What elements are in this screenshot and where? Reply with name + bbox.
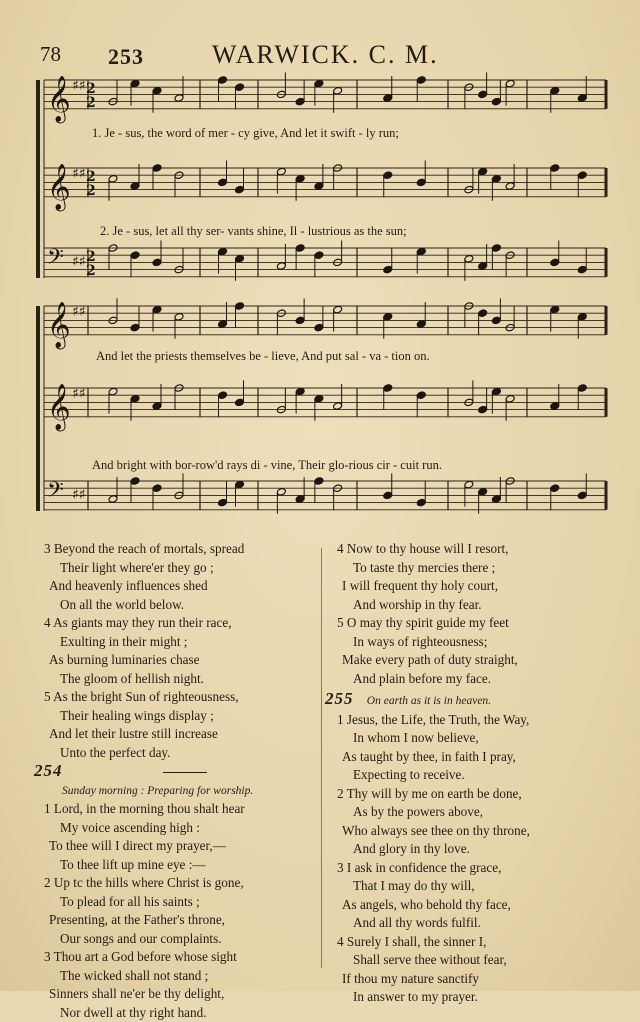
verse-4 — [44, 614, 316, 688]
note-head — [333, 87, 343, 96]
hymn-255-number: 255 — [325, 689, 354, 708]
verse-line: As burning luminaries chase — [44, 651, 316, 670]
note-head — [333, 305, 343, 314]
note-head — [295, 387, 305, 396]
hymn-255-heading — [325, 690, 627, 711]
note-head — [478, 262, 488, 271]
hymn-254-verse-3 — [44, 948, 316, 1022]
note-head — [235, 480, 245, 489]
verse-line: 4 As giants may they run their race, — [44, 614, 316, 633]
note-head — [505, 79, 515, 88]
note-head — [295, 244, 305, 253]
note-head — [550, 402, 560, 411]
hymn-254-verse-1 — [44, 800, 316, 874]
time-signature: 2 — [86, 95, 96, 111]
verse-line: In whom I now believe, — [337, 729, 627, 748]
note-head — [295, 97, 305, 106]
hymn-255-verse-4 — [337, 933, 627, 1007]
note-head — [130, 79, 140, 88]
note-head — [550, 164, 560, 173]
note-head — [383, 265, 393, 274]
note-head — [491, 244, 501, 253]
hymn-255-verse-1 — [337, 711, 627, 785]
note-head — [478, 167, 488, 176]
verse-line: To thee will I direct my prayer,— — [44, 837, 316, 856]
verse-line: 1 Jesus, the Life, the Truth, the Way, — [337, 711, 627, 730]
verse-line: And heavenly influences shed — [44, 577, 316, 596]
time-signature: 2 — [86, 183, 96, 199]
key-signature: ♯♯ — [72, 254, 86, 270]
note-head — [295, 316, 305, 325]
note-head — [383, 94, 393, 103]
verse-line: And plain before my face. — [337, 670, 627, 689]
note-head — [383, 313, 393, 322]
verse-line: 3 Thou art a God before whose sight — [44, 948, 316, 967]
hymn-number: 253 — [108, 44, 144, 70]
key-signature: ♯♯ — [72, 166, 86, 182]
note-head — [295, 175, 305, 184]
verse-line: 5 O may thy spirit guide my feet — [337, 614, 627, 633]
note-head — [218, 178, 228, 187]
hymn-255-verse-2 — [337, 785, 627, 859]
note-head — [491, 387, 501, 396]
key-signature: ♯♯ — [72, 78, 86, 94]
verse-line: As taught by thee, in faith I pray, — [337, 748, 627, 767]
verse-line: Shall serve thee without fear, — [337, 951, 627, 970]
lyric-line-2: 2. Je - sus, let all thy ser- vants shine, Il - lustrious as the sun; — [100, 224, 407, 239]
note-head — [314, 182, 324, 191]
verse-line: I will frequent thy holy court, — [337, 577, 627, 596]
note-head — [478, 90, 488, 99]
key-signature: ♯♯ — [72, 304, 86, 320]
verse-line: To thee lift up mine eye :— — [44, 856, 316, 875]
note-head — [218, 247, 228, 256]
treble-clef: 𝄞 — [47, 302, 71, 350]
note-head — [416, 247, 426, 256]
note-head — [152, 164, 162, 173]
hymn-255-subtitle: On earth as it is in heaven. — [367, 695, 491, 707]
verse-3 — [44, 540, 316, 614]
note-head — [314, 395, 324, 404]
hymn-255-verse-3 — [337, 859, 627, 933]
note-head — [416, 76, 426, 85]
note-head — [152, 258, 162, 267]
note-head — [235, 185, 245, 194]
note-head — [550, 87, 560, 96]
note-head — [505, 395, 515, 404]
key-signature: ♯♯ — [72, 386, 86, 402]
verse-line: To taste thy mercies there ; — [337, 559, 627, 578]
tune-title: WARWICK. C. M. — [212, 40, 439, 70]
hymn-254-heading — [34, 762, 316, 782]
note-head — [218, 498, 228, 507]
note-head — [491, 316, 501, 325]
note-head — [505, 182, 515, 191]
verse-line: And all thy words fulfil. — [337, 914, 627, 933]
note-head — [276, 488, 286, 497]
verse-line: If thou my nature sanctify — [337, 970, 627, 989]
note-head — [550, 484, 560, 493]
time-signature: 2 — [86, 249, 96, 265]
verse-line: In ways of righteousness; — [337, 633, 627, 652]
verse-line: Nor dwell at thy right hand. — [44, 1004, 316, 1022]
verse-line: Who always see thee on thy throne, — [337, 822, 627, 841]
verse-line: And glory in thy love. — [337, 840, 627, 859]
note-head — [416, 391, 426, 400]
page-number: 78 — [40, 42, 61, 67]
verse-line: Our songs and our complaints. — [44, 930, 316, 949]
treble-clef: 𝄞 — [47, 384, 71, 432]
note-head — [130, 182, 140, 191]
verse-4 — [337, 540, 627, 614]
verse-line: And let their lustre still increase — [44, 725, 316, 744]
verse-line: 5 As the bright Sun of righteousness, — [44, 688, 316, 707]
note-head — [478, 488, 488, 497]
note-head — [577, 265, 587, 274]
note-head — [491, 495, 501, 504]
verse-line: And worship in thy fear. — [337, 596, 627, 615]
note-head — [295, 495, 305, 504]
verse-line: As angels, who behold thy face, — [337, 896, 627, 915]
note-head — [108, 175, 118, 184]
verse-line: The gloom of hellish night. — [44, 670, 316, 689]
verse-line: The wicked shall not stand ; — [44, 967, 316, 986]
note-head — [314, 477, 324, 486]
right-column — [337, 540, 627, 1007]
bass-clef: 𝄢 — [47, 245, 64, 275]
note-head — [130, 251, 140, 260]
note-head — [383, 171, 393, 180]
note-head — [152, 484, 162, 493]
verse-line: That I may do thy will, — [337, 877, 627, 896]
note-head — [174, 94, 184, 103]
verse-line: To plead for all his saints ; — [44, 893, 316, 912]
verse-line: Sinners shall ne'er be thy delight, — [44, 985, 316, 1004]
verse-line: My voice ascending high : — [44, 819, 316, 838]
note-head — [108, 495, 118, 504]
note-head — [577, 313, 587, 322]
treble-clef: 𝄞 — [47, 76, 71, 124]
note-head — [550, 258, 560, 267]
left-column — [44, 540, 316, 1022]
column-divider — [321, 548, 322, 968]
note-head — [174, 313, 184, 322]
note-head — [491, 175, 501, 184]
note-head — [314, 251, 324, 260]
lyric-line-4: And bright with bor-row'd rays di - vine, Their glo-rious cir - cuit run. — [92, 458, 442, 473]
note-head — [416, 178, 426, 187]
verse-line: 4 Now to thy house will I resort, — [337, 540, 627, 559]
verse-line: 3 I ask in confidence the grace, — [337, 859, 627, 878]
note-head — [314, 323, 324, 332]
lyric-line-3: And let the priests themselves be - lieve, And put sal - va - tion on. — [96, 349, 430, 364]
verse-line: 2 Up tc the hills where Christ is gone, — [44, 874, 316, 893]
note-head — [276, 167, 286, 176]
key-signature: ♯♯ — [72, 487, 86, 503]
verse-line: Make every path of duty straight, — [337, 651, 627, 670]
hymn-254-verse-2 — [44, 874, 316, 948]
note-head — [235, 302, 245, 311]
note-head — [130, 477, 140, 486]
bass-clef: 𝄢 — [47, 478, 64, 508]
note-head — [478, 309, 488, 318]
note-head — [478, 405, 488, 414]
treble-clef: 𝄞 — [47, 164, 71, 212]
note-head — [235, 83, 245, 92]
verse-line: 2 Thy will by me on earth be done, — [337, 785, 627, 804]
note-head — [333, 402, 343, 411]
note-head — [218, 320, 228, 329]
verse-line: 4 Surely I shall, the sinner I, — [337, 933, 627, 952]
verse-line: Exulting in their might ; — [44, 633, 316, 652]
note-head — [577, 94, 587, 103]
verse-line: Presenting, at the Father's throne, — [44, 911, 316, 930]
note-head — [464, 480, 474, 489]
note-head — [464, 255, 474, 264]
note-head — [577, 171, 587, 180]
note-head — [130, 395, 140, 404]
note-head — [383, 491, 393, 500]
note-head — [491, 97, 501, 106]
verse-line: Their light where'er they go ; — [44, 559, 316, 578]
verse-line: As by the powers above, — [337, 803, 627, 822]
note-head — [416, 498, 426, 507]
note-head — [235, 398, 245, 407]
note-head — [314, 79, 324, 88]
verse-line: 3 Beyond the reach of mortals, spread — [44, 540, 316, 559]
lyric-line-1: 1. Je - sus, the word of mer - cy give, And let it swift - ly run; — [92, 126, 399, 141]
note-head — [577, 384, 587, 393]
note-head — [152, 87, 162, 96]
time-signature: 2 — [86, 81, 96, 97]
note-head — [550, 305, 560, 314]
note-head — [152, 305, 162, 314]
note-head — [108, 387, 118, 396]
hymn-254-subtitle: Sunday morning : Preparing for worship. — [44, 782, 316, 801]
note-head — [130, 323, 140, 332]
note-head — [218, 76, 228, 85]
time-signature: 2 — [86, 169, 96, 185]
note-head — [235, 255, 245, 264]
note-head — [152, 402, 162, 411]
verse-line: 1 Lord, in the morning thou shalt hear — [44, 800, 316, 819]
note-head — [276, 262, 286, 271]
verse-line: In answer to my prayer. — [337, 988, 627, 1007]
verse-5 — [44, 688, 316, 762]
verse-line: Their healing wings display ; — [44, 707, 316, 726]
note-head — [218, 391, 228, 400]
verse-line: Expecting to receive. — [337, 766, 627, 785]
time-signature: 2 — [86, 263, 96, 279]
note-head — [577, 491, 587, 500]
note-head — [383, 384, 393, 393]
hymn-254-number: 254 — [34, 761, 63, 780]
heading-rule — [163, 772, 207, 773]
verse-5 — [337, 614, 627, 688]
note-head — [416, 320, 426, 329]
verse-line: Unto the perfect day. — [44, 744, 316, 763]
verse-line: On all the world below. — [44, 596, 316, 615]
